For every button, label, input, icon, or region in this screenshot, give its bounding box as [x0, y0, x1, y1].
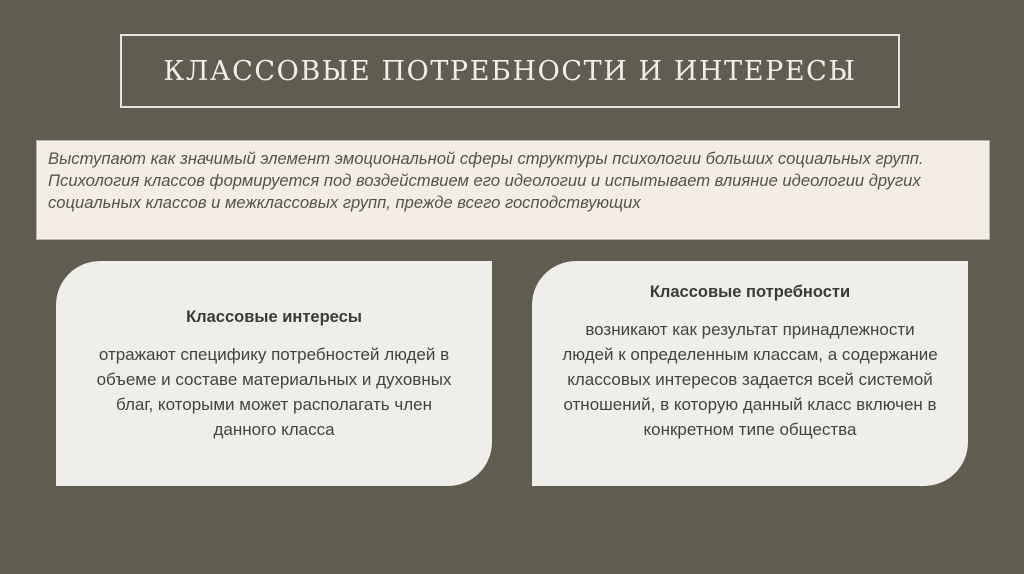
title-frame [120, 34, 900, 108]
slide-title: КЛАССОВЫЕ ПОТРЕБНОСТИ И ИНТЕРЕСЫ [163, 55, 857, 87]
card-body: возникают как результат принадлежности людей к определенным классам, а содержание классовых интересов задается всей системой отношений, в которую данный класс включен в конкретном типе общества [562, 320, 938, 439]
card-body: отражают специфику потребностей людей в объеме и составе материальных и духовных благ, которыми может располагать член данного класса [96, 345, 452, 439]
card-class-needs [532, 261, 968, 486]
card-heading: Классовые интересы [186, 308, 362, 326]
card-heading: Классовые потребности [649, 283, 851, 301]
card-class-interests [56, 261, 492, 486]
intro-text: Выступают как значимый элемент эмоциональной сферы структуры психологии больших социальных групп. Психология классов формируется под воздействием его идеологии и испытывает влияние идеологии других социальных классов и межклассовых групп, прежде всего господствующих [48, 149, 924, 212]
intro-box [36, 140, 990, 240]
